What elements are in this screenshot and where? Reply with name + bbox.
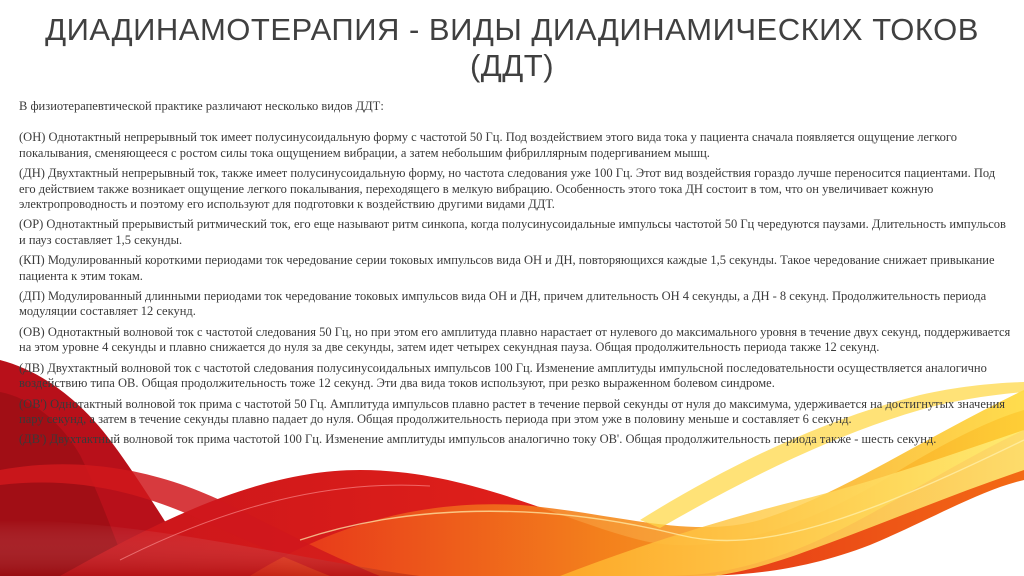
- paragraph-or: (ОР) Однотактный прерывистый ритмический ток, его еще называют ритм синкопа, когда полусинусоидальные импульсы частотой 50 Гц чередуются паузами. Длительность импульсов и пауз составляет 1,5 секунды.: [19, 217, 1006, 247]
- paragraph-dv-prime: (ДВ') Двухтактный волновой ток прима частотой 100 Гц. Изменение амплитуды импульсов аналогично току ОВ'. Общая продолжительность периода также - шесть секунд.: [19, 432, 937, 447]
- slide-body: [19, 99, 1011, 453]
- paragraph-dv: (ДВ) Двухтактный волновой ток с частотой следования полусинусоидальных импульсов 100 Гц. Изменение амплитуды импульсной последовательности осуществляется аналогично воздействию типа ОВ. Общая продолжительность тоже 12 секунд. Эти два вида токов используют, при резко выраженном болевом синдроме.: [19, 360, 987, 391]
- paragraph-ov-prime: (ОВ') Однотактный волновой ток прима с частотой 50 Гц. Амплитуда импульсов плавно растет в течение первой секунды от нуля до максимума, удерживается на достигнутых значения пару секунд, а затем в течение секунды плавно падает до нуля. Общая продолжительность периода при этом уже в половину меньше и составляет 6 секунд.: [19, 396, 1006, 426]
- paragraph-on: (ОН) Однотактный непрерывный ток имеет полусинусоидальную форму с частотой 50 Гц. Под воздействием этого вида тока у пациента сначала появляется ощущение легкого покалывания, сменяющееся с ростом силы тока ощущением вибрации, а затем небольшим фибриллярным подергиванием мышц.: [19, 130, 957, 160]
- paragraph-kp: (КП) Модулированный короткими периодами ток чередование серии токовых импульсов вида ОН и ДН, повторяющихся каждые 1,5 секунды. Такое чередование снижает привыкание пациента к этим токам.: [19, 253, 995, 283]
- intro-text: В физиотерапевтической практике различают несколько видов ДДТ:: [19, 99, 384, 113]
- paragraph-dn: (ДН) Двухтактный непрерывный ток, также имеет полусинусоидальную форму, но частота следования уже 100 Гц. Этот вид воздействия гораздо лучше переносится пациентами. Под его действием также возникает ощущение легкого покалывания, переходящего в мелкую вибрацию. Особенность этого тока ДН состоит в том, что он увеличивает кожную электропроводность и поэтому его используют для подготовки к воздействию другими видами ДДТ.: [19, 166, 996, 212]
- paragraph-ov: (ОВ) Однотактный волновой ток с частотой следования 50 Гц, но при этом его амплитуда плавно нарастает от нулевого до максимального уровня в течение двух секунд, поддерживается на этом уровне 4 секунды и плавно снижается до нуля за две секунды, затем идет четырех секундная пауза. Общая продолжительность периода также 12 секунд.: [19, 324, 1011, 355]
- slide-title: ДИАДИНАМОТЕРАПИЯ - ВИДЫ ДИАДИНАМИЧЕСКИХ ТОКОВ (ДДТ): [45, 12, 979, 83]
- paragraph-dp: (ДП) Модулированный длинными периодами ток чередование токовых импульсов вида ОН и ДН, причем длительность ОН 4 секунды, а ДН - 8 секунд. Продолжительность периода модуляции составляет 12 секунд.: [19, 289, 987, 319]
